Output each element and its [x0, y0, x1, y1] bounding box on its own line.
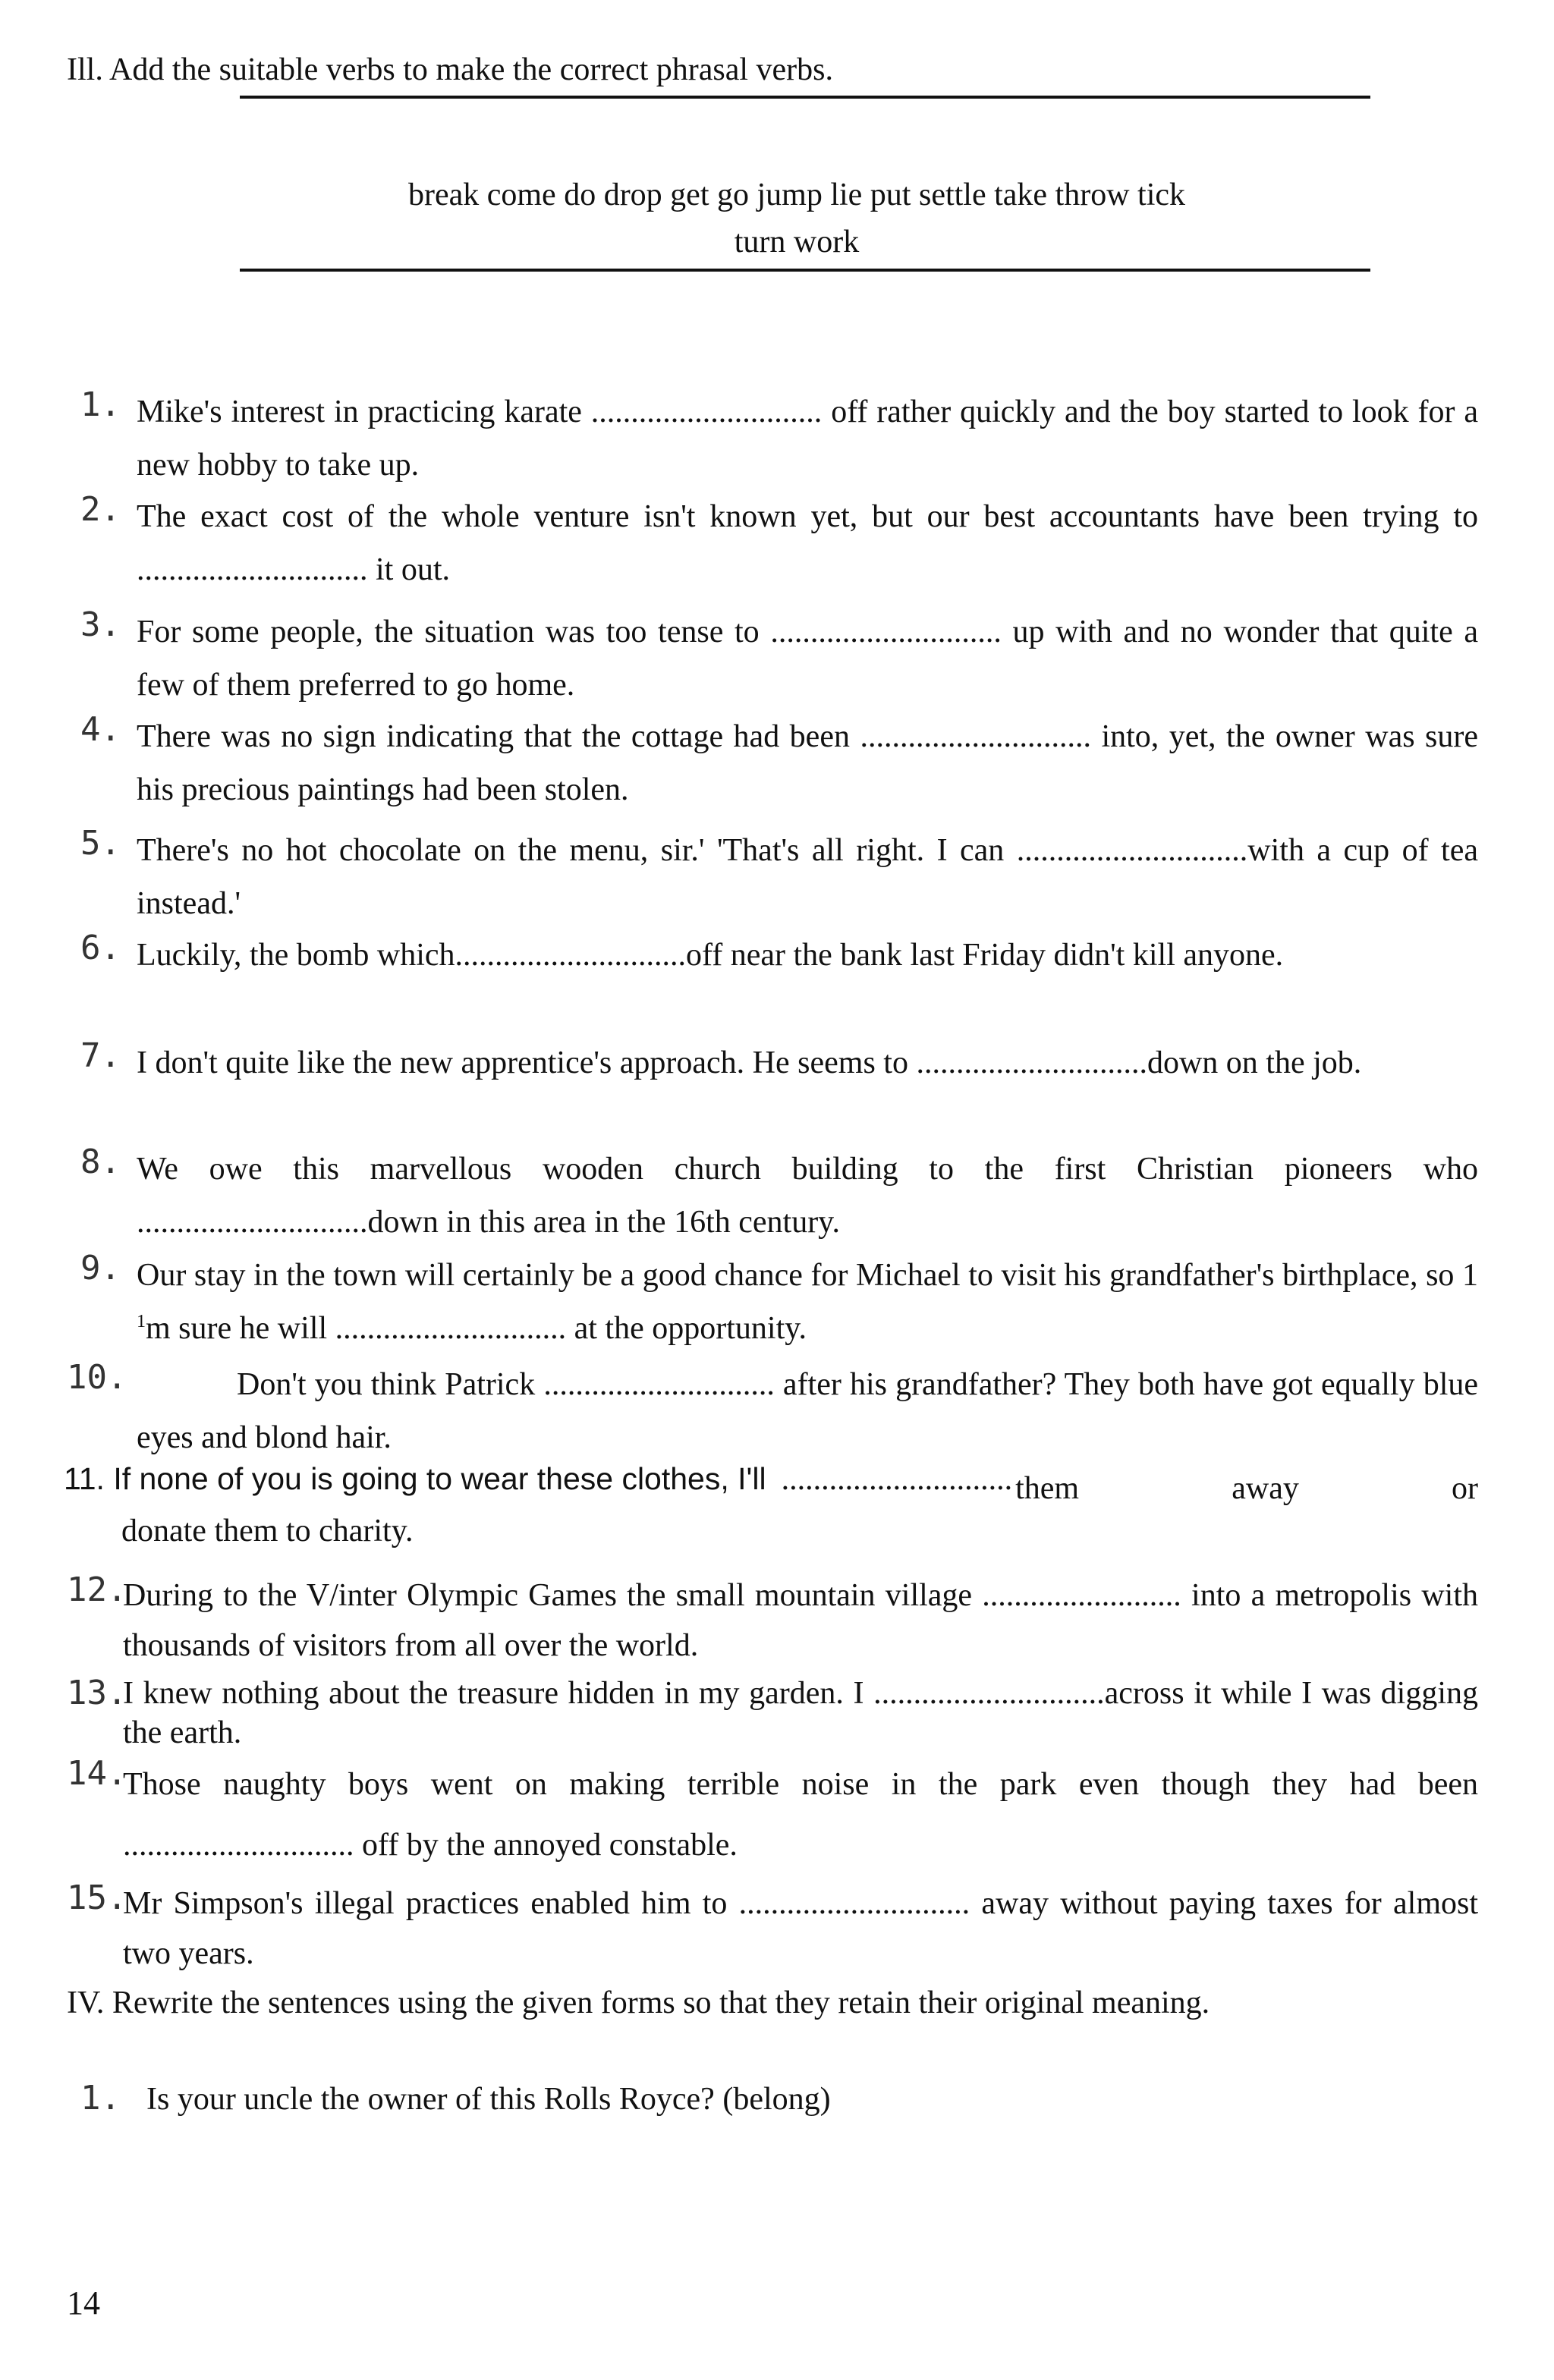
- item-text-before: Mr Simpson's illegal practices enabled him to: [123, 1886, 728, 1921]
- item-text-after: down in this area in the 16th century.: [367, 1205, 840, 1240]
- answer-blank[interactable]: .............................: [738, 1886, 970, 1921]
- item-number: 14.: [67, 1754, 127, 1793]
- exercise-item-3: [67, 605, 1478, 712]
- item-number: 4.: [80, 710, 121, 749]
- item-text-after: into a metropolis with thousands of visitors from all over the world.: [123, 1578, 1479, 1663]
- item-text-before: Luckily, the bomb which: [137, 938, 455, 973]
- item-text-before: I knew nothing about the treasure hidden in my garden. I: [123, 1676, 864, 1711]
- answer-blank[interactable]: .............................: [860, 719, 1091, 754]
- answer-blank[interactable]: .............................: [137, 1205, 368, 1240]
- item-text-after: down on the job.: [1147, 1045, 1362, 1080]
- item-text-before-2: m sure he will: [146, 1311, 328, 1346]
- item-number: 1.: [80, 385, 121, 424]
- item-text-before: Mike's interest in practicing karate: [137, 395, 582, 429]
- section-4-item-1: [80, 2079, 831, 2117]
- item-number: 2.: [80, 490, 121, 529]
- item-number: 7.: [80, 1036, 121, 1075]
- section-3-heading: Ill. Add the suitable verbs to make the correct phrasal verbs.: [67, 52, 834, 87]
- exercise-item-5: [67, 824, 1478, 930]
- wordbank-top-rule: [240, 96, 1370, 99]
- item-number: 3.: [80, 605, 121, 644]
- word-bank: [228, 171, 1366, 266]
- section-4-heading: IV. Rewrite the sentences using the given forms so that they retain their original meaning.: [67, 1985, 1210, 2020]
- item-number: 9.: [80, 1249, 121, 1287]
- answer-blank[interactable]: .............................: [916, 1045, 1147, 1080]
- item-number: 1.: [80, 2079, 121, 2117]
- exercise-item-6: [67, 929, 1478, 982]
- exercise-item-14: [67, 1754, 1478, 1875]
- item-text-after: at the opportunity.: [574, 1311, 807, 1346]
- exercise-item-2: [67, 490, 1478, 596]
- item-text-after: after his grandfather? They both have got equally blue eyes and blond hair.: [137, 1367, 1479, 1455]
- exercise-item-12: [67, 1570, 1478, 1671]
- answer-blank[interactable]: .............................: [455, 938, 687, 973]
- item-text-after: up with and no wonder that quite a few of them preferred to go home.: [137, 615, 1479, 703]
- item-text-after: off rather quickly and the boy started to look for a new hobby to take up.: [137, 395, 1479, 483]
- item-number: 13.: [67, 1674, 127, 1712]
- page-number: 14: [67, 2284, 100, 2322]
- exercise-item-11: [64, 1461, 1478, 1549]
- word-bank-line-2: turn work: [734, 225, 860, 259]
- answer-blank[interactable]: .............................: [590, 395, 823, 429]
- word-bank-line-1: break come do drop get go jump lie put settle take throw tick: [407, 178, 1186, 212]
- item-text-after: into, yet, the owner was sure his precious paintings had been stolen.: [137, 719, 1479, 807]
- item-number: 6.: [80, 929, 121, 967]
- item-text-before: Our stay in the town will certainly be a good chance for Michael to visit his grandfather's birthplace, so 1: [137, 1258, 1478, 1293]
- item-number: 10.: [67, 1358, 127, 1397]
- answer-blank[interactable]: .............................: [137, 552, 368, 587]
- exercise-item-9: [67, 1249, 1478, 1355]
- exercise-item-1: [67, 385, 1478, 492]
- superscript-mark: 1: [137, 1312, 146, 1331]
- answer-blank[interactable]: .........................: [982, 1578, 1181, 1613]
- item-word-away: away: [1232, 1471, 1299, 1506]
- item-word-them: them: [1015, 1471, 1080, 1506]
- answer-blank[interactable]: .............................: [123, 1828, 354, 1863]
- item-text-before: Those naughty boys went on making terrible noise in the park even though they had been: [123, 1767, 1478, 1802]
- item-text-before: 11. If none of you is going to wear these clothes, I'll: [64, 1461, 766, 1496]
- item-text: Is your uncle the owner of this Rolls Royce? (belong): [146, 2082, 831, 2117]
- item-word-or: or: [1452, 1471, 1478, 1506]
- item-text-after: off by the annoyed constable.: [362, 1828, 738, 1863]
- item-text-after: off near the bank last Friday didn't kill anyone.: [686, 938, 1284, 973]
- exercise-item-13: [67, 1674, 1478, 1753]
- exercise-item-4: [67, 710, 1478, 816]
- item-number: 15.: [67, 1879, 127, 1917]
- item-text-after: away without paying taxes for almost two years.: [123, 1886, 1479, 1971]
- answer-blank[interactable]: .............................: [781, 1462, 1013, 1497]
- wordbank-bottom-rule: [240, 269, 1370, 272]
- answer-blank[interactable]: .............................: [1016, 833, 1248, 868]
- item-text-before: We owe this marvellous wooden church building to the first Christian pioneers who: [137, 1152, 1478, 1187]
- item-text-before: I don't quite like the new apprentice's approach. He seems to: [137, 1045, 908, 1080]
- item-text-after: donate them to charity.: [121, 1514, 414, 1548]
- item-number: 5.: [80, 824, 121, 863]
- item-number: 12.: [67, 1570, 127, 1609]
- item-text-before: For some people, the situation was too tense to: [137, 615, 760, 649]
- answer-blank[interactable]: .............................: [543, 1367, 775, 1402]
- exercise-item-15: [67, 1879, 1478, 1979]
- item-text-before: During to the V/inter Olympic Games the small mountain village: [123, 1578, 973, 1613]
- exercise-item-10: [67, 1358, 1478, 1464]
- answer-blank[interactable]: .............................: [770, 615, 1002, 649]
- answer-blank[interactable]: .............................: [873, 1676, 1105, 1711]
- item-text-after: with a cup of tea instead.': [137, 833, 1479, 921]
- item-text-after: it out.: [376, 552, 451, 587]
- answer-blank[interactable]: .............................: [335, 1311, 567, 1346]
- item-text-before: There was no sign indicating that the cottage had been: [137, 719, 850, 754]
- item-text-after: across it while I was digging the earth.: [123, 1676, 1479, 1750]
- item-text-before: There's no hot chocolate on the menu, sir.' 'That's all right. I can: [137, 833, 1005, 868]
- exercise-item-7: [67, 1036, 1478, 1089]
- item-text-before: Don't you think Patrick: [237, 1367, 536, 1402]
- exercise-item-8: [67, 1143, 1478, 1249]
- item-number: 8.: [80, 1143, 121, 1181]
- item-text-before: The exact cost of the whole venture isn't known yet, but our best accountants have been trying to: [137, 499, 1478, 534]
